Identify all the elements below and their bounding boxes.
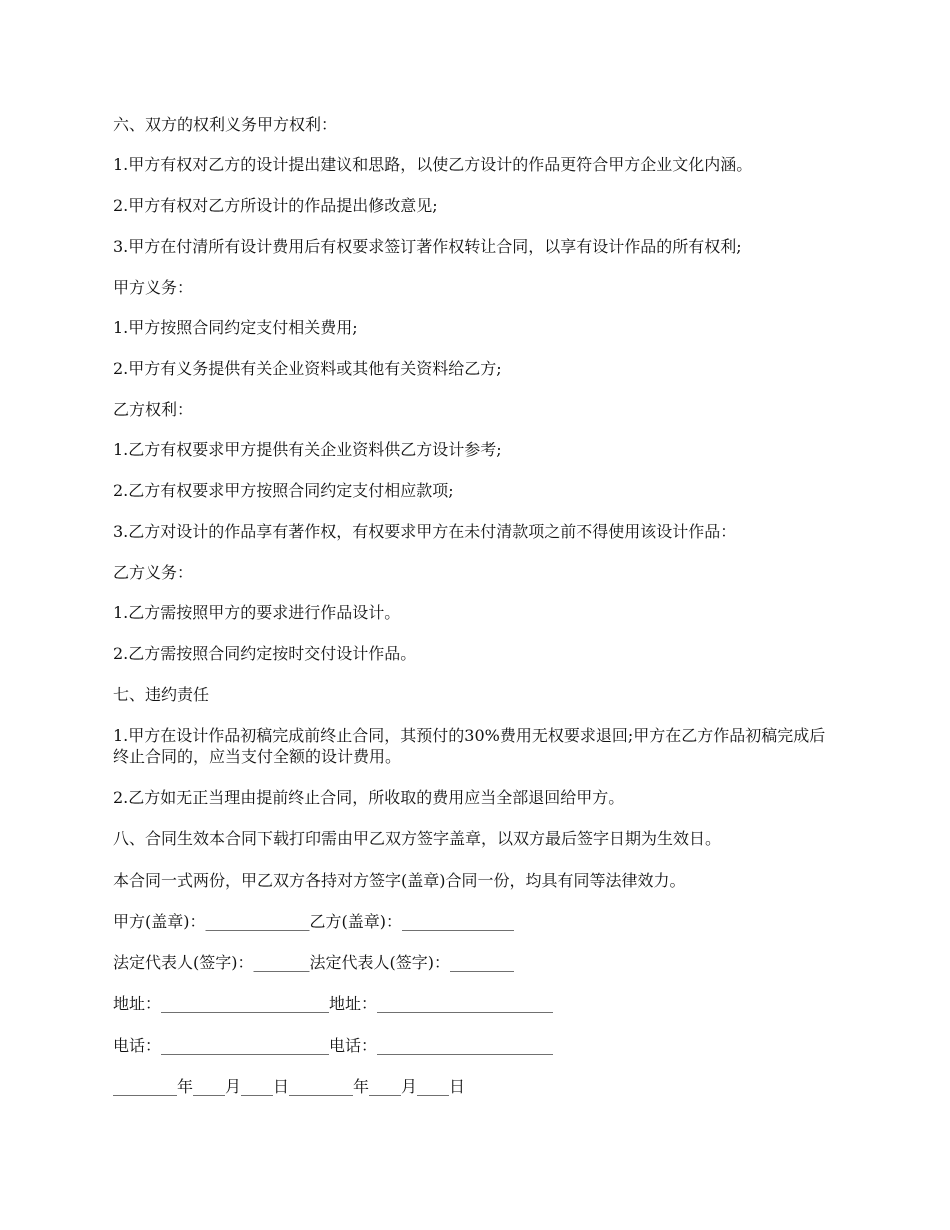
party-a-duty-2: 2.甲方有义务提供有关企业资料或其他有关资料给乙方; <box>113 359 502 378</box>
party-a-right-1: 1.甲方有权对乙方的设计提出建议和思路，以使乙方设计的作品更符合甲方企业文化内涵。 <box>113 155 753 174</box>
breach-clause-2: 2.乙方如无正当理由提前终止合同，所收取的费用应当全部退回给甲方。 <box>113 788 625 807</box>
section-7-heading: 七、违约责任 <box>113 685 210 704</box>
phone-line: 电话：_____________________电话：______________________ <box>113 1036 554 1055</box>
party-a-right-2: 2.甲方有权对乙方所设计的作品提出修改意见; <box>113 196 438 215</box>
address-line: 地址：_____________________地址：______________________ <box>113 994 554 1013</box>
representative-line: 法定代表人(签字)：_______法定代表人(签字)：________ <box>113 953 514 972</box>
copies-clause: 本合同一式两份，甲乙双方各持对方签字(盖章)合同一份，均具有同等法律效力。 <box>113 871 686 890</box>
section-6-heading: 六、双方的权利义务甲方权利： <box>113 115 338 134</box>
breach-clause-1: 1.甲方在设计作品初稿完成前终止合同，其预付的30%费用无权要求退回;甲方在乙方作品初稿完成后终止合同的，应当支付全额的设计费用。 <box>113 726 826 766</box>
party-b-rights-heading: 乙方权利： <box>113 400 194 419</box>
date-line: ________年____月____日________年____月____日 <box>113 1077 466 1096</box>
party-a-right-3: 3.甲方在付清所有设计费用后有权要求签订著作权转让合同，以享有设计作品的所有权利; <box>113 237 742 256</box>
party-b-right-2: 2.乙方有权要求甲方按照合同约定支付相应款项; <box>113 481 454 500</box>
party-b-right-3: 3.乙方对设计的作品享有著作权，有权要求甲方在未付清款项之前不得使用该设计作品： <box>113 522 737 541</box>
party-a-duties-heading: 甲方义务： <box>113 278 194 297</box>
party-b-duties-heading: 乙方义务： <box>113 563 194 582</box>
party-b-right-1: 1.乙方有权要求甲方提供有关企业资料供乙方设计参考; <box>113 440 502 459</box>
party-a-duty-1: 1.甲方按照合同约定支付相关费用; <box>113 318 358 337</box>
seal-line: 甲方(盖章)：_____________乙方(盖章)：______________ <box>113 912 514 931</box>
section-8-heading: 八、合同生效本合同下载打印需由甲乙双方签字盖章，以双方最后签字日期为生效日。 <box>113 829 722 848</box>
party-b-duty-1: 1.乙方需按照甲方的要求进行作品设计。 <box>113 603 401 622</box>
party-b-duty-2: 2.乙方需按照合同约定按时交付设计作品。 <box>113 644 417 663</box>
